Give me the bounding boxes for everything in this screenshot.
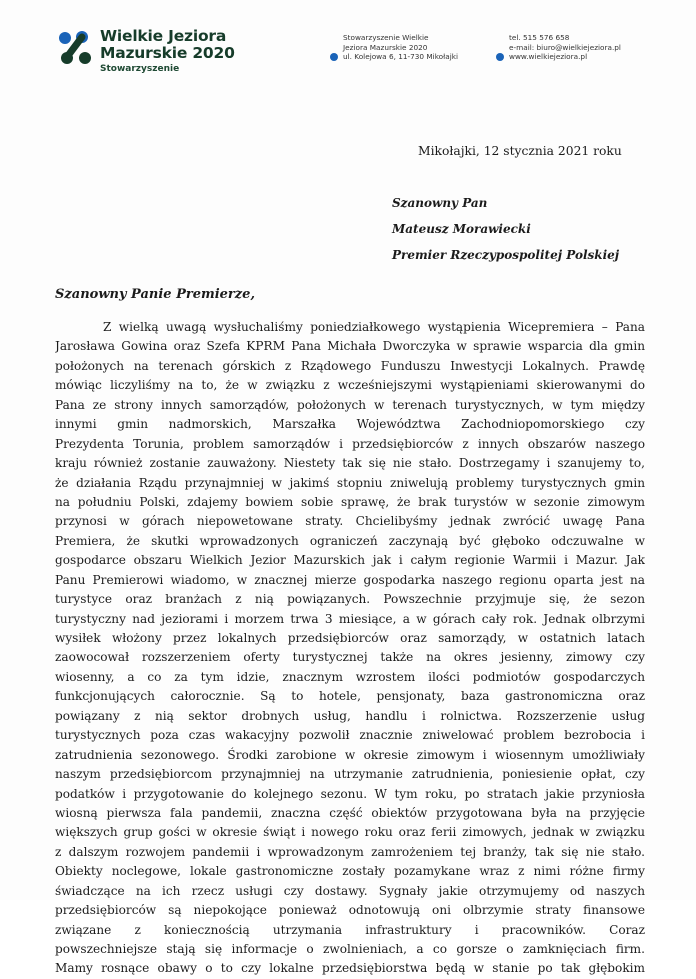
body-line: Panu Premierowi wiadomo, w znacznej mierze gospodarka naszego regionu oparta jest na	[55, 572, 645, 587]
body-line: funkcjonujących całorocznie. Są to hotele, pensjonaty, baza gastronomiczna oraz	[55, 689, 645, 704]
logo-subtitle: Stowarzyszenie	[100, 64, 180, 74]
body-line: wiosenny, a co za tym idzie, znacznym wzrostem ilości podmiotów gospodarczych	[55, 669, 645, 684]
addressee-block	[392, 190, 619, 268]
letter-date: Mikołajki, 12 stycznia 2021 roku	[418, 144, 622, 158]
body-line: kraju również zostanie zauważony. Niestety tak się nie stało. Dostrzegamy i szanujemy to,	[55, 456, 645, 471]
body-line: podatków i przygotowanie do kolejnego sezonu. W tym roku, po stratach jakie przyniosła	[55, 786, 645, 801]
body-line: z dalszym rozwojem pandemii i wprowadzonym zamrożeniem tej branży, tak się nie stało.	[55, 844, 645, 859]
body-line: gospodarce obszaru Wielkich Jezior Mazurskich jak i całym regionie Warmii i Mazur. Jak	[55, 553, 645, 568]
body-line: turystycznych poza czas wakacyjny pozwolił znacznie zniwelować problem bezrobocia i	[55, 728, 645, 743]
body-line: naszym przedsiębiorcom przynajmniej na utrzymanie zatrudnienia, poniesienie opłat, czy	[55, 767, 645, 782]
body-line: turystyce oraz branżach z nią powiązanych. Powszechnie przyjmuje się, że sezon	[55, 592, 645, 607]
letter-salutation: Szanowny Panie Premierze,	[55, 287, 255, 302]
body-line: powszechniejsze stają się informacje o zwolnieniach, a co gorsze o zamknięciach firm.	[55, 942, 645, 956]
body-line: że działania Rządu przynajmniej w jakimś stopniu zniwelują problemy turystycznych gmin	[55, 475, 645, 490]
contact-dot-icon	[496, 53, 504, 61]
address-line2: Jeziora Mazurskie 2020	[343, 42, 428, 52]
letter-body	[55, 318, 645, 979]
body-line: przedsiębiorców są niepokojące ponieważ odnotowują oni olbrzymie straty finansowe	[55, 903, 645, 918]
body-line: Obiekty noclegowe, lokale gastronomiczne zostały pozamykane wraz z nimi różne firmy	[55, 864, 645, 879]
email-address: e-mail: biuro@wielkiejeziora.pl	[509, 42, 621, 52]
address-line3: ul. Kolejowa 6, 11-730 Mikołajki	[343, 52, 458, 62]
addressee-title: Premier Rzeczypospolitej Polskiej	[392, 248, 620, 262]
body-line: turystyczny nad jeziorami i morzem trwa 3 miesiące, a w górach cały rok. Jednak olbrzymi	[55, 611, 645, 626]
body-line: wysiłek włożony przez lokalnych przedsiębiorców oraz samorządy, w ostatnich latach	[55, 631, 645, 645]
logo-title	[100, 28, 235, 62]
body-line: większych grup gości w okresie świąt i nowego roku oraz ferii zimowych, jednak w związku	[55, 825, 645, 840]
body-line: wiosną pierwsza fala pandemii, znaczna część obiektów przygotowana była na przyjęcie	[55, 805, 645, 820]
body-line: na południu Polski, zdajemy bowiem sobie sprawę, że brak turystów w sezonie zimowym	[55, 494, 645, 509]
contact-block	[509, 33, 621, 62]
organization-logo	[58, 28, 298, 83]
address-block	[343, 33, 458, 62]
body-line: Z wielką uwagą wysłuchaliśmy poniedziałkowego wystąpienia Wicepremiera – Pana	[103, 320, 645, 334]
website-url: www.wielkiejeziora.pl	[509, 52, 588, 62]
phone-number: tel. 515 576 658	[509, 33, 570, 42]
body-line: Mamy rosnące obawy o to czy lokalne przedsiębiorstwa będą w stanie po tak głębokim	[55, 961, 645, 976]
body-line: Pana ze strony innych samorządów, położonych w terenach turystycznych, w tym między	[55, 397, 645, 412]
body-line: powiązany z nią sektor drobnych usług, handlu i rolnictwa. Rozszerzenie usług	[55, 708, 645, 723]
address-line1: Stowarzyszenie Wielkie	[343, 33, 429, 42]
logo-title-line2: Mazurskie 2020	[100, 44, 235, 62]
body-line: świadczące na ich rzecz usługi czy dostawy. Sygnały jakie otrzymujemy od naszych	[55, 883, 645, 898]
addressee-greeting: Szanowny Pan	[392, 196, 488, 210]
body-line: związane z koniecznością utrzymania infrastruktury i pracowników. Coraz	[55, 922, 645, 937]
body-line: Premiera, że skutki wprowadzonych ograniczeń zaczynają być głęboko odczuwalne w	[55, 533, 645, 548]
body-line: mówiąc liczyliśmy na to, że w związku z wcześniejszymi wystąpieniami skierowanymi do	[55, 378, 645, 393]
body-line: innymi gmin nadmorskich, Marszałka Województwa Zachodniopomorskiego czy	[55, 417, 645, 432]
logo-title-line1: Wielkie Jeziora	[100, 27, 227, 45]
logo-mark-icon	[58, 30, 98, 66]
body-line: zaowocował rozszerzeniem oferty turystycznej także na okres jesienny, zimowy czy	[55, 650, 645, 665]
body-line: położonych na terenach górskich z Rządowego Funduszu Inwestycji Lokalnych. Prawdę	[55, 358, 645, 373]
location-dot-icon	[330, 53, 338, 61]
addressee-name: Mateusz Morawiecki	[392, 222, 531, 236]
body-line: zatrudnienia sezonowego. Środki zarobione w okresie zimowym i wiosennym umożliwiały	[55, 747, 645, 762]
body-line: Jarosława Gowina oraz Szefa KPRM Pana Michała Dworczyka w sprawie wsparcia dla gmin	[55, 339, 645, 354]
body-line: przynosi w górach niepowetowane straty. Chcielibyśmy jednak zwrócić uwagę Pana	[55, 514, 645, 529]
body-line: Prezydenta Torunia, problem samorządów i przedsiębiorców z innych obszarów naszego	[55, 436, 645, 451]
